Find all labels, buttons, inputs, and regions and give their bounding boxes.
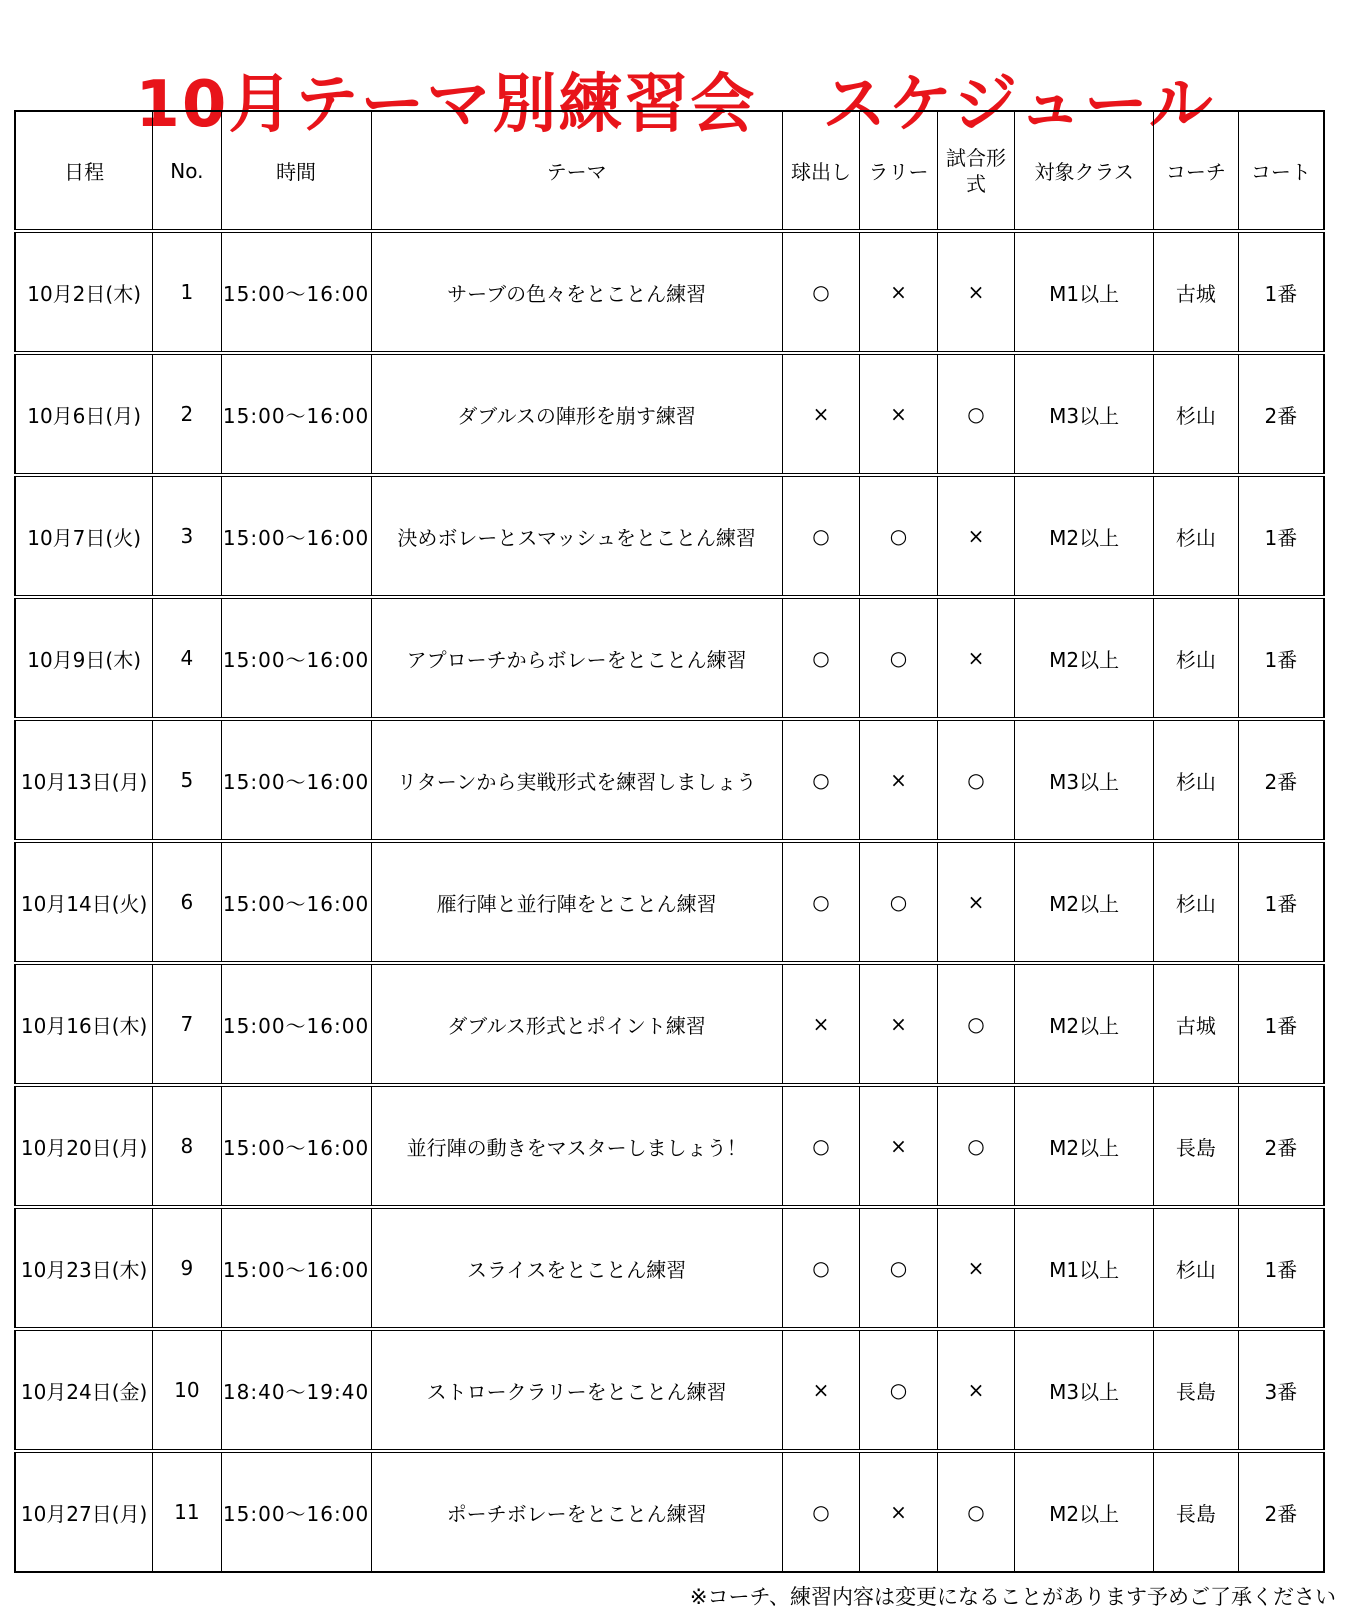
cell-date: 10月24日(金) — [15, 1329, 153, 1451]
cell-rally: ○ — [860, 1207, 938, 1329]
page-title: 10月テーマ別練習会 スケジュール — [135, 67, 1215, 142]
cell-class: M1以上 — [1015, 231, 1154, 353]
schedule-table — [14, 110, 1325, 1573]
cell-ball: ○ — [782, 1207, 860, 1329]
cell-date: 10月6日(月) — [15, 353, 153, 475]
cell-rally: ○ — [860, 841, 938, 963]
header-coach: コーチ — [1154, 111, 1239, 231]
cell-match: × — [937, 1329, 1015, 1451]
cell-theme: ダブルスの陣形を崩す練習 — [371, 353, 782, 475]
table-row — [15, 1329, 1324, 1451]
cell-ball: ○ — [782, 1085, 860, 1207]
cell-court: 1番 — [1238, 1207, 1324, 1329]
cell-match: ○ — [937, 719, 1015, 841]
header-match: 試合形式 — [937, 111, 1015, 231]
cell-coach: 杉山 — [1154, 353, 1239, 475]
cell-ball: × — [782, 963, 860, 1085]
cell-theme: 並行陣の動きをマスターしましょう！ — [371, 1085, 782, 1207]
cell-date: 10月7日(火) — [15, 475, 153, 597]
cell-ball: ○ — [782, 719, 860, 841]
header-theme: テーマ — [371, 111, 782, 231]
cell-court: 2番 — [1238, 1451, 1324, 1572]
footnote: ※コーチ、練習内容は変更になることがあります予めご了承ください — [689, 1585, 1336, 1609]
cell-class: M1以上 — [1015, 1207, 1154, 1329]
header-time: 時間 — [221, 111, 371, 231]
cell-date: 10月16日(木) — [15, 963, 153, 1085]
cell-ball: ○ — [782, 475, 860, 597]
cell-class: M2以上 — [1015, 963, 1154, 1085]
cell-coach: 杉山 — [1154, 1207, 1239, 1329]
table-row — [15, 353, 1324, 475]
cell-time: 15:00〜16:00 — [221, 963, 371, 1085]
cell-theme: サーブの色々をとことん練習 — [371, 231, 782, 353]
cell-coach: 杉山 — [1154, 719, 1239, 841]
cell-date: 10月2日(木) — [15, 231, 153, 353]
cell-no: 10 — [153, 1329, 221, 1451]
cell-rally: × — [860, 719, 938, 841]
cell-theme: アプローチからボレーをとことん練習 — [371, 597, 782, 719]
cell-court: 1番 — [1238, 841, 1324, 963]
cell-no: 7 — [153, 963, 221, 1085]
cell-class: M2以上 — [1015, 841, 1154, 963]
cell-class: M2以上 — [1015, 1451, 1154, 1572]
cell-no: 4 — [153, 597, 221, 719]
cell-ball: × — [782, 1329, 860, 1451]
cell-rally: ○ — [860, 1329, 938, 1451]
cell-match: × — [937, 475, 1015, 597]
cell-time: 18:40〜19:40 — [221, 1329, 371, 1451]
cell-ball: ○ — [782, 231, 860, 353]
cell-theme: リターンから実戦形式を練習しましょう — [371, 719, 782, 841]
cell-no: 6 — [153, 841, 221, 963]
cell-theme: ダブルス形式とポイント練習 — [371, 963, 782, 1085]
cell-time: 15:00〜16:00 — [221, 1451, 371, 1572]
table-row — [15, 719, 1324, 841]
header-rally: ラリー — [860, 111, 938, 231]
cell-theme: スライスをとことん練習 — [371, 1207, 782, 1329]
cell-court: 2番 — [1238, 1085, 1324, 1207]
cell-theme: ストロークラリーをとことん練習 — [371, 1329, 782, 1451]
cell-time: 15:00〜16:00 — [221, 719, 371, 841]
cell-court: 3番 — [1238, 1329, 1324, 1451]
cell-ball: × — [782, 353, 860, 475]
cell-coach: 古城 — [1154, 963, 1239, 1085]
cell-no: 8 — [153, 1085, 221, 1207]
cell-time: 15:00〜16:00 — [221, 1085, 371, 1207]
cell-match: ○ — [937, 1451, 1015, 1572]
cell-no: 5 — [153, 719, 221, 841]
cell-court: 1番 — [1238, 597, 1324, 719]
cell-class: M3以上 — [1015, 719, 1154, 841]
cell-time: 15:00〜16:00 — [221, 475, 371, 597]
table-row — [15, 1451, 1324, 1572]
cell-match: × — [937, 597, 1015, 719]
cell-class: M3以上 — [1015, 353, 1154, 475]
cell-coach: 古城 — [1154, 231, 1239, 353]
cell-date: 10月20日(月) — [15, 1085, 153, 1207]
cell-time: 15:00〜16:00 — [221, 1207, 371, 1329]
cell-class: M2以上 — [1015, 597, 1154, 719]
cell-time: 15:00〜16:00 — [221, 353, 371, 475]
cell-court: 1番 — [1238, 475, 1324, 597]
cell-ball: ○ — [782, 597, 860, 719]
cell-no: 3 — [153, 475, 221, 597]
cell-no: 2 — [153, 353, 221, 475]
cell-date: 10月9日(木) — [15, 597, 153, 719]
table-row — [15, 597, 1324, 719]
cell-class: M2以上 — [1015, 475, 1154, 597]
cell-time: 15:00〜16:00 — [221, 231, 371, 353]
cell-coach: 杉山 — [1154, 597, 1239, 719]
cell-no: 11 — [153, 1451, 221, 1572]
cell-rally: × — [860, 963, 938, 1085]
cell-coach: 杉山 — [1154, 475, 1239, 597]
cell-theme: 決めボレーとスマッシュをとことん練習 — [371, 475, 782, 597]
cell-match: ○ — [937, 353, 1015, 475]
cell-time: 15:00〜16:00 — [221, 597, 371, 719]
header-no: No. — [153, 111, 221, 231]
cell-court: 1番 — [1238, 963, 1324, 1085]
cell-rally: × — [860, 1451, 938, 1572]
cell-match: × — [937, 841, 1015, 963]
table-row — [15, 841, 1324, 963]
cell-rally: × — [860, 353, 938, 475]
cell-date: 10月23日(木) — [15, 1207, 153, 1329]
cell-rally: ○ — [860, 597, 938, 719]
cell-date: 10月27日(月) — [15, 1451, 153, 1572]
cell-match: × — [937, 231, 1015, 353]
table-row — [15, 963, 1324, 1085]
header-court: コート — [1238, 111, 1324, 231]
header-row — [15, 111, 1324, 231]
cell-court: 2番 — [1238, 719, 1324, 841]
cell-class: M3以上 — [1015, 1329, 1154, 1451]
cell-court: 2番 — [1238, 353, 1324, 475]
cell-rally: × — [860, 1085, 938, 1207]
cell-rally: ○ — [860, 475, 938, 597]
cell-coach: 長島 — [1154, 1085, 1239, 1207]
cell-coach: 杉山 — [1154, 841, 1239, 963]
table-row — [15, 231, 1324, 353]
cell-court: 1番 — [1238, 231, 1324, 353]
cell-class: M2以上 — [1015, 1085, 1154, 1207]
cell-theme: 雁行陣と並行陣をとことん練習 — [371, 841, 782, 963]
cell-ball: ○ — [782, 841, 860, 963]
cell-match: × — [937, 1207, 1015, 1329]
cell-no: 1 — [153, 231, 221, 353]
table-row — [15, 475, 1324, 597]
cell-rally: × — [860, 231, 938, 353]
cell-ball: ○ — [782, 1451, 860, 1572]
cell-match: ○ — [937, 1085, 1015, 1207]
cell-theme: ポーチボレーをとことん練習 — [371, 1451, 782, 1572]
cell-no: 9 — [153, 1207, 221, 1329]
cell-coach: 長島 — [1154, 1451, 1239, 1572]
header-ball: 球出し — [782, 111, 860, 231]
header-class: 対象クラス — [1015, 111, 1154, 231]
cell-coach: 長島 — [1154, 1329, 1239, 1451]
table-row — [15, 1207, 1324, 1329]
cell-time: 15:00〜16:00 — [221, 841, 371, 963]
cell-match: ○ — [937, 963, 1015, 1085]
table-row — [15, 1085, 1324, 1207]
header-date: 日程 — [15, 111, 153, 231]
cell-date: 10月13日(月) — [15, 719, 153, 841]
cell-date: 10月14日(火) — [15, 841, 153, 963]
